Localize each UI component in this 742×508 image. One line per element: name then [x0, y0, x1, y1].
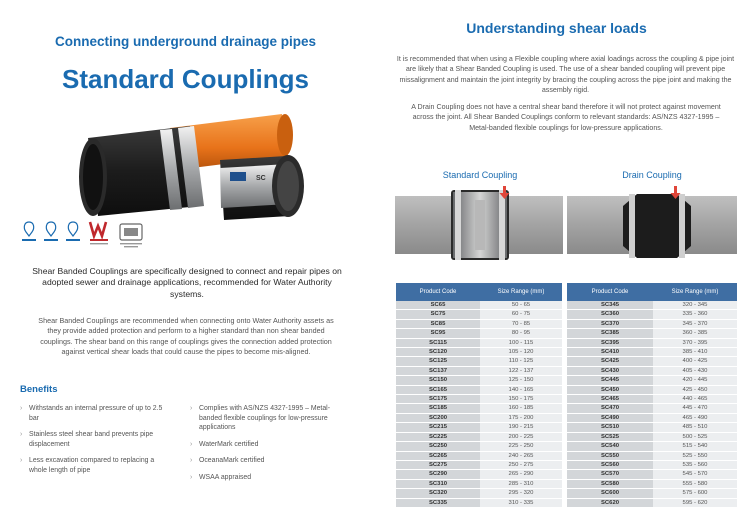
- product-code-cell: SC120: [396, 348, 480, 357]
- kitemark-icon: [66, 222, 80, 241]
- product-code-cell: SC525: [567, 432, 653, 441]
- table-row: [567, 460, 737, 469]
- table-row: [567, 301, 737, 310]
- table-row: [567, 442, 737, 451]
- product-code-cell: SC580: [567, 479, 653, 488]
- size-range-cell: 445 - 470: [653, 404, 737, 413]
- table-row: [396, 432, 562, 441]
- benefits-list-left: [20, 404, 170, 483]
- product-code-cell: SC265: [396, 451, 480, 460]
- intro-lead: Shear Banded Couplings are specifically designed to connect and repair pipes on adopted sewer and drainage applications, recommended for Water Authority systems.: [32, 266, 342, 299]
- kitemark-icon: [22, 222, 36, 241]
- kitemark-icon: [44, 222, 58, 241]
- table-row: [396, 357, 562, 366]
- size-range-cell: 310 - 335: [480, 498, 562, 507]
- table-row: [396, 489, 562, 498]
- product-table-right: [567, 283, 737, 508]
- table-row: [396, 301, 562, 310]
- header-product-code: Product Code: [396, 283, 480, 301]
- product-code-cell: SC310: [396, 479, 480, 488]
- size-range-cell: 150 - 175: [480, 395, 562, 404]
- table-row: [396, 423, 562, 432]
- size-range-cell: 122 - 137: [480, 366, 562, 375]
- product-code-cell: SC540: [567, 442, 653, 451]
- product-table-left: [396, 283, 562, 508]
- table-row: [567, 451, 737, 460]
- table-row: [396, 404, 562, 413]
- table-row: [396, 470, 562, 479]
- product-code-cell: SC510: [567, 423, 653, 432]
- product-code-cell: SC550: [567, 451, 653, 460]
- size-range-cell: 595 - 620: [653, 498, 737, 507]
- size-range-cell: 100 - 115: [480, 338, 562, 347]
- shear-loads-paragraph-2: A Drain Coupling does not have a central shear band therefore it will not protect against movement across the joint. All Shear Banded Couplings conform to relevant standards: AS/NZS 4327-1995 – Metal-banded flexible couplings for low-pressure applications.: [411, 103, 721, 132]
- size-range-cell: 140 - 165: [480, 385, 562, 394]
- product-code-cell: SC185: [396, 404, 480, 413]
- watermark-icon: [90, 222, 108, 244]
- table-row: [396, 395, 562, 404]
- table-row: [567, 470, 737, 479]
- table-row: [567, 357, 737, 366]
- size-range-cell: 110 - 125: [480, 357, 562, 366]
- table-row: [396, 310, 562, 319]
- product-code-cell: SC85: [396, 319, 480, 328]
- size-range-cell: 465 - 490: [653, 413, 737, 422]
- product-code-cell: SC360: [567, 310, 653, 319]
- product-code-cell: SC320: [396, 489, 480, 498]
- table-row: [396, 385, 562, 394]
- intro-body: Shear Banded Couplings are recommended when connecting onto Water Authority assets as they provide added protection and perform to a higher standard than non shear banded couplings. The shear band on this range of couplings gives the connection added protection against vertical shear loads that could cause the pipes to become mis-aligned.: [38, 316, 334, 357]
- table-row: [396, 348, 562, 357]
- size-range-cell: 250 - 275: [480, 460, 562, 469]
- size-range-cell: 240 - 265: [480, 451, 562, 460]
- size-range-cell: 265 - 290: [480, 470, 562, 479]
- table-row: [567, 395, 737, 404]
- benefit-item: › OceanaMark certified: [190, 456, 340, 466]
- size-range-cell: 80 - 95: [480, 329, 562, 338]
- product-code-cell: SC200: [396, 413, 480, 422]
- table-row: [396, 413, 562, 422]
- product-code-cell: SC75: [396, 310, 480, 319]
- table-row: [567, 385, 737, 394]
- size-range-cell: 160 - 185: [480, 404, 562, 413]
- size-range-cell: 360 - 385: [653, 329, 737, 338]
- product-code-cell: SC250: [396, 442, 480, 451]
- product-code-cell: SC225: [396, 432, 480, 441]
- table-row: [396, 338, 562, 347]
- coupling-product-photo: [60, 108, 360, 226]
- size-range-cell: 70 - 85: [480, 319, 562, 328]
- table-row: [396, 319, 562, 328]
- product-code-cell: SC465: [567, 395, 653, 404]
- size-range-cell: 225 - 250: [480, 442, 562, 451]
- benefit-item: › WaterMark certified: [190, 440, 340, 450]
- size-range-cell: 370 - 395: [653, 338, 737, 347]
- table-row: [396, 366, 562, 375]
- benefit-item: › Withstands an internal pressure of up to 2.5 bar: [20, 404, 170, 423]
- product-code-cell: SC345: [567, 301, 653, 310]
- size-range-cell: 105 - 120: [480, 348, 562, 357]
- size-range-cell: 420 - 445: [653, 376, 737, 385]
- table-row: [567, 423, 737, 432]
- product-code-cell: SC620: [567, 498, 653, 507]
- size-range-cell: 405 - 430: [653, 366, 737, 375]
- product-code-cell: SC600: [567, 489, 653, 498]
- standard-coupling-label: Standard Coupling: [442, 170, 518, 180]
- product-code-cell: SC385: [567, 329, 653, 338]
- size-range-cell: 400 - 425: [653, 357, 737, 366]
- certification-logos: [20, 218, 160, 252]
- size-range-cell: 200 - 225: [480, 432, 562, 441]
- page-title: Standard Couplings: [62, 64, 309, 94]
- benefit-item: › Less excavation compared to replacing a whole length of pipe: [20, 456, 170, 475]
- table-row: [567, 479, 737, 488]
- size-range-cell: 285 - 310: [480, 479, 562, 488]
- header-product-code: Product Code: [567, 283, 653, 301]
- table-row: [567, 348, 737, 357]
- size-range-cell: 190 - 215: [480, 423, 562, 432]
- product-code-cell: SC165: [396, 385, 480, 394]
- product-code-cell: SC125: [396, 357, 480, 366]
- product-code-cell: SC490: [567, 413, 653, 422]
- product-code-cell: SC95: [396, 329, 480, 338]
- benefits-heading: Benefits: [20, 384, 58, 395]
- benefit-item: › Complies with AS/NZS 4327-1995 – Metal-banded flexible couplings for low-pressure applications: [190, 404, 340, 433]
- size-range-cell: 60 - 75: [480, 310, 562, 319]
- product-code-cell: SC425: [567, 357, 653, 366]
- size-range-cell: 320 - 345: [653, 301, 737, 310]
- table-row: [567, 310, 737, 319]
- size-range-cell: 500 - 525: [653, 432, 737, 441]
- product-code-cell: SC175: [396, 395, 480, 404]
- size-range-cell: 515 - 540: [653, 442, 737, 451]
- table-row: [396, 498, 562, 507]
- size-range-cell: 440 - 465: [653, 395, 737, 404]
- benefits-list-right: [190, 404, 340, 490]
- right-page: [371, 0, 742, 508]
- table-row: [396, 329, 562, 338]
- shear-loads-paragraph-1: It is recommended that when using a Flexible coupling where axial loadings across the coupling & pipe joint are likely that a Shear Banded Coupling is used. The use of a shear banded coupling will prevent pipe missalignment and maintain the joint integrity by bracing the coupling across the pipe joint and making the assembly rigid.: [396, 55, 735, 95]
- table-row: [567, 404, 737, 413]
- page-subheading: Connecting underground drainage pipes: [54, 34, 316, 49]
- table-row: [396, 442, 562, 451]
- table-row: [396, 451, 562, 460]
- table-row: [567, 498, 737, 507]
- header-size-range: Size Range (mm): [480, 283, 562, 301]
- product-code-cell: SC470: [567, 404, 653, 413]
- size-range-cell: 175 - 200: [480, 413, 562, 422]
- drain-coupling-label: Drain Coupling: [622, 170, 682, 180]
- product-code-cell: SC410: [567, 348, 653, 357]
- table-row: [567, 366, 737, 375]
- size-range-cell: 535 - 560: [653, 460, 737, 469]
- size-range-cell: 555 - 580: [653, 479, 737, 488]
- table-row: [567, 489, 737, 498]
- product-code-cell: SC430: [567, 366, 653, 375]
- table-row: [567, 376, 737, 385]
- size-range-cell: 575 - 600: [653, 489, 737, 498]
- size-range-cell: 525 - 550: [653, 451, 737, 460]
- drain-coupling-diagram: [567, 186, 737, 264]
- benefit-item: › WSAA appraised: [190, 473, 340, 483]
- product-code-cell: SC290: [396, 470, 480, 479]
- size-range-cell: 385 - 410: [653, 348, 737, 357]
- product-code-cell: SC395: [567, 338, 653, 347]
- size-range-cell: 485 - 510: [653, 423, 737, 432]
- product-code-cell: SC150: [396, 376, 480, 385]
- product-code-cell: SC115: [396, 338, 480, 347]
- size-range-cell: 335 - 360: [653, 310, 737, 319]
- table-row: [396, 460, 562, 469]
- product-code-cell: SC370: [567, 319, 653, 328]
- shear-loads-title: Understanding shear loads: [466, 20, 647, 36]
- size-range-cell: 50 - 65: [480, 301, 562, 310]
- product-code-cell: SC445: [567, 376, 653, 385]
- table-row: [567, 432, 737, 441]
- table-row: [567, 319, 737, 328]
- standard-coupling-diagram: [395, 186, 563, 264]
- product-code-cell: SC450: [567, 385, 653, 394]
- size-range-cell: 295 - 320: [480, 489, 562, 498]
- size-range-cell: 345 - 370: [653, 319, 737, 328]
- coupling-sc-label: SC: [256, 175, 266, 182]
- header-size-range: Size Range (mm): [653, 283, 737, 301]
- product-code-cell: SC65: [396, 301, 480, 310]
- size-range-cell: 545 - 570: [653, 470, 737, 479]
- benefit-item: › Stainless steel shear band prevents pipe displacement: [20, 430, 170, 449]
- table-row: [567, 338, 737, 347]
- product-code-cell: SC560: [567, 460, 653, 469]
- oceanamark-icon: [120, 224, 142, 247]
- table-row: [396, 479, 562, 488]
- table-row: [396, 376, 562, 385]
- size-range-cell: 425 - 450: [653, 385, 737, 394]
- product-code-cell: SC570: [567, 470, 653, 479]
- product-code-cell: SC215: [396, 423, 480, 432]
- product-code-cell: SC275: [396, 460, 480, 469]
- product-code-cell: SC137: [396, 366, 480, 375]
- size-range-cell: 125 - 150: [480, 376, 562, 385]
- table-row: [567, 413, 737, 422]
- table-row: [567, 329, 737, 338]
- product-code-cell: SC335: [396, 498, 480, 507]
